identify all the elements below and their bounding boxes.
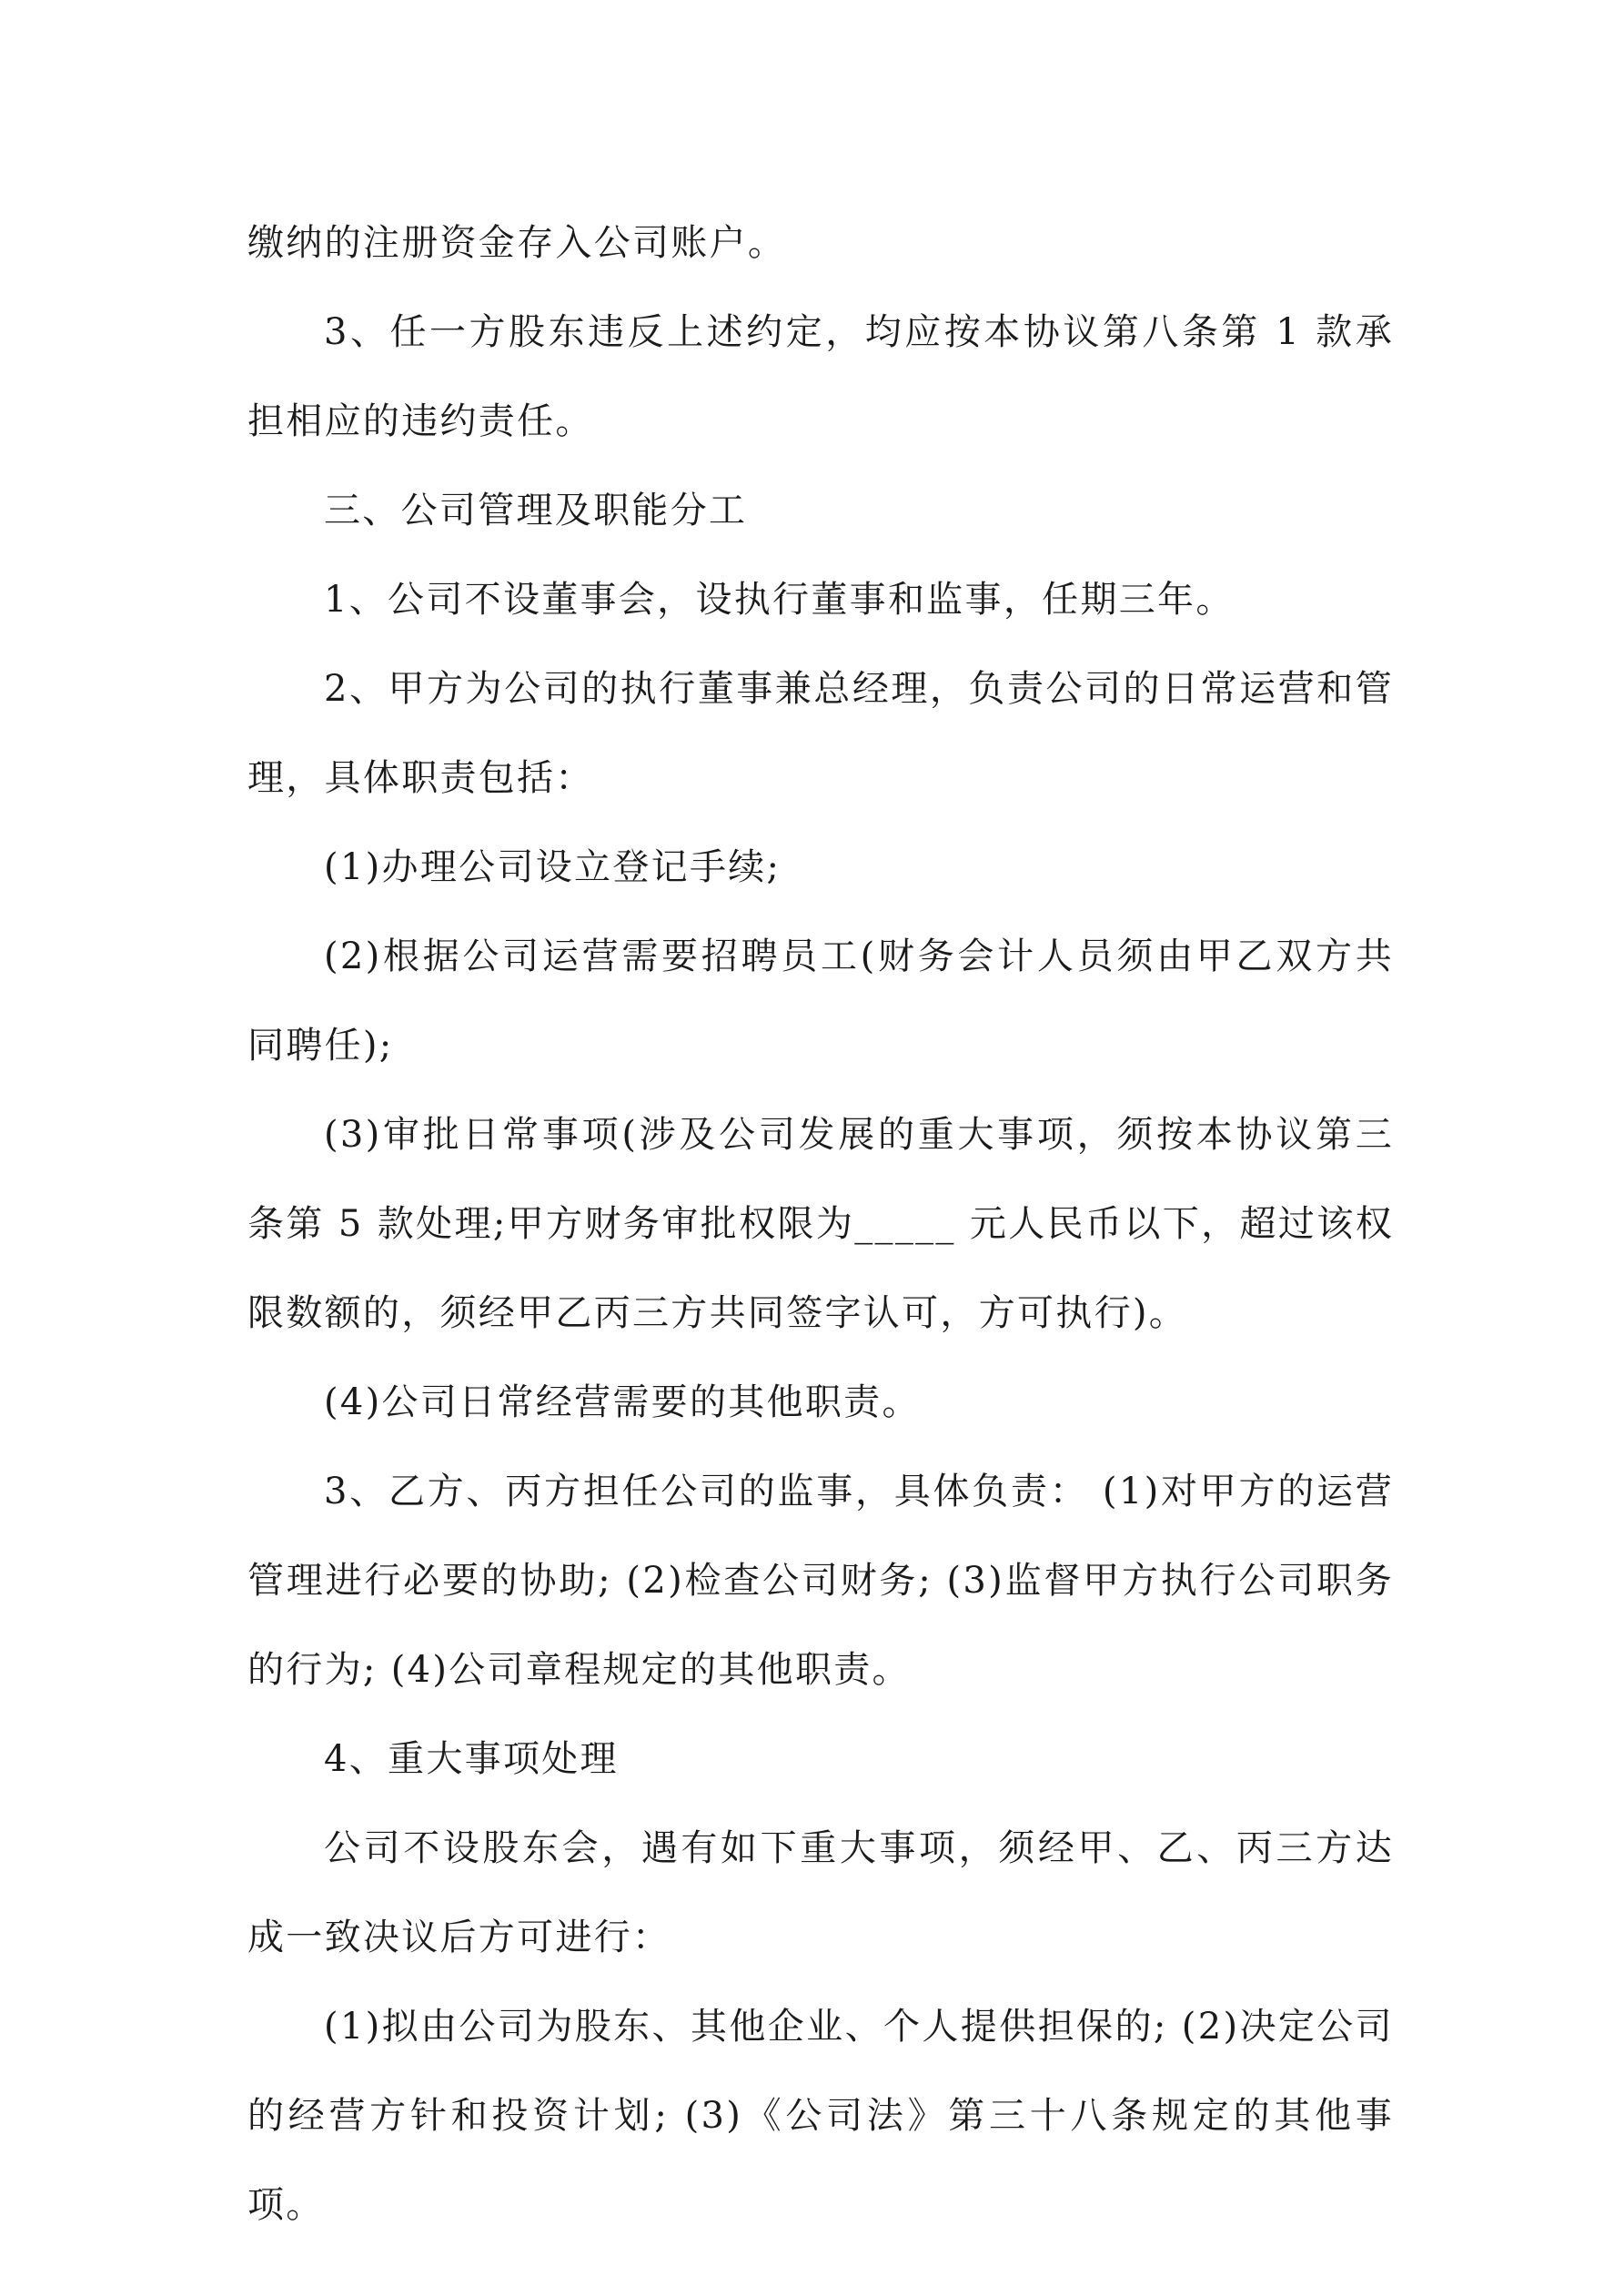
- paragraph-party-a-duties: 2、甲方为公司的执行董事兼总经理，负责公司的日常运营和管理，具体职责包括：: [247, 668, 1394, 799]
- paragraph-supervisors: 3、乙方、丙方担任公司的监事，具体负责： (1)对甲方的运营管理进行必要的协助; (2)检查公司财务; (3)监督甲方执行公司职务的行为; (4)公司章程规定的其他职责。: [247, 1471, 1394, 1691]
- list-item-approval: (3)审批日常事项(涉及公司发展的重大事项，须按本协议第三条第 5 款处理;甲方财务审批权限为_____ 元人民币以下，超过该权限数额的，须经甲乙丙三方共同签字认可，方可执行)。: [247, 1114, 1394, 1334]
- list-item-recruitment: (2)根据公司运营需要招聘员工(财务会计人员须由甲乙双方共同聘任);: [247, 936, 1394, 1067]
- section-heading-management: 三、公司管理及职能分工: [324, 490, 748, 531]
- subheading-major-matters: 4、重大事项处理: [324, 1738, 619, 1780]
- list-item-other-duties: (4)公司日常经营需要的其他职责。: [324, 1381, 921, 1423]
- paragraph-capital-deposit: 缴纳的注册资金存入公司账户。: [247, 222, 787, 264]
- paragraph-breach-liability: 3、任一方股东违反上述约定，均应按本协议第八条第 1 款承担相应的违约责任。: [247, 311, 1394, 442]
- list-item-registration: (1)办理公司设立登记手续;: [324, 846, 782, 888]
- document-body: [247, 198, 1394, 2250]
- list-major-matters: (1)拟由公司为股东、其他企业、个人提供担保的; (2)决定公司的经营方针和投资计划; (3)《公司法》第三十八条规定的其他事项。: [247, 2006, 1394, 2226]
- paragraph-no-shareholder-meeting: 公司不设股东会，遇有如下重大事项，须经甲、乙、丙三方达成一致决议后方可进行：: [247, 1827, 1394, 1958]
- paragraph-no-board: 1、公司不设董事会，设执行董事和监事，任期三年。: [324, 579, 1235, 621]
